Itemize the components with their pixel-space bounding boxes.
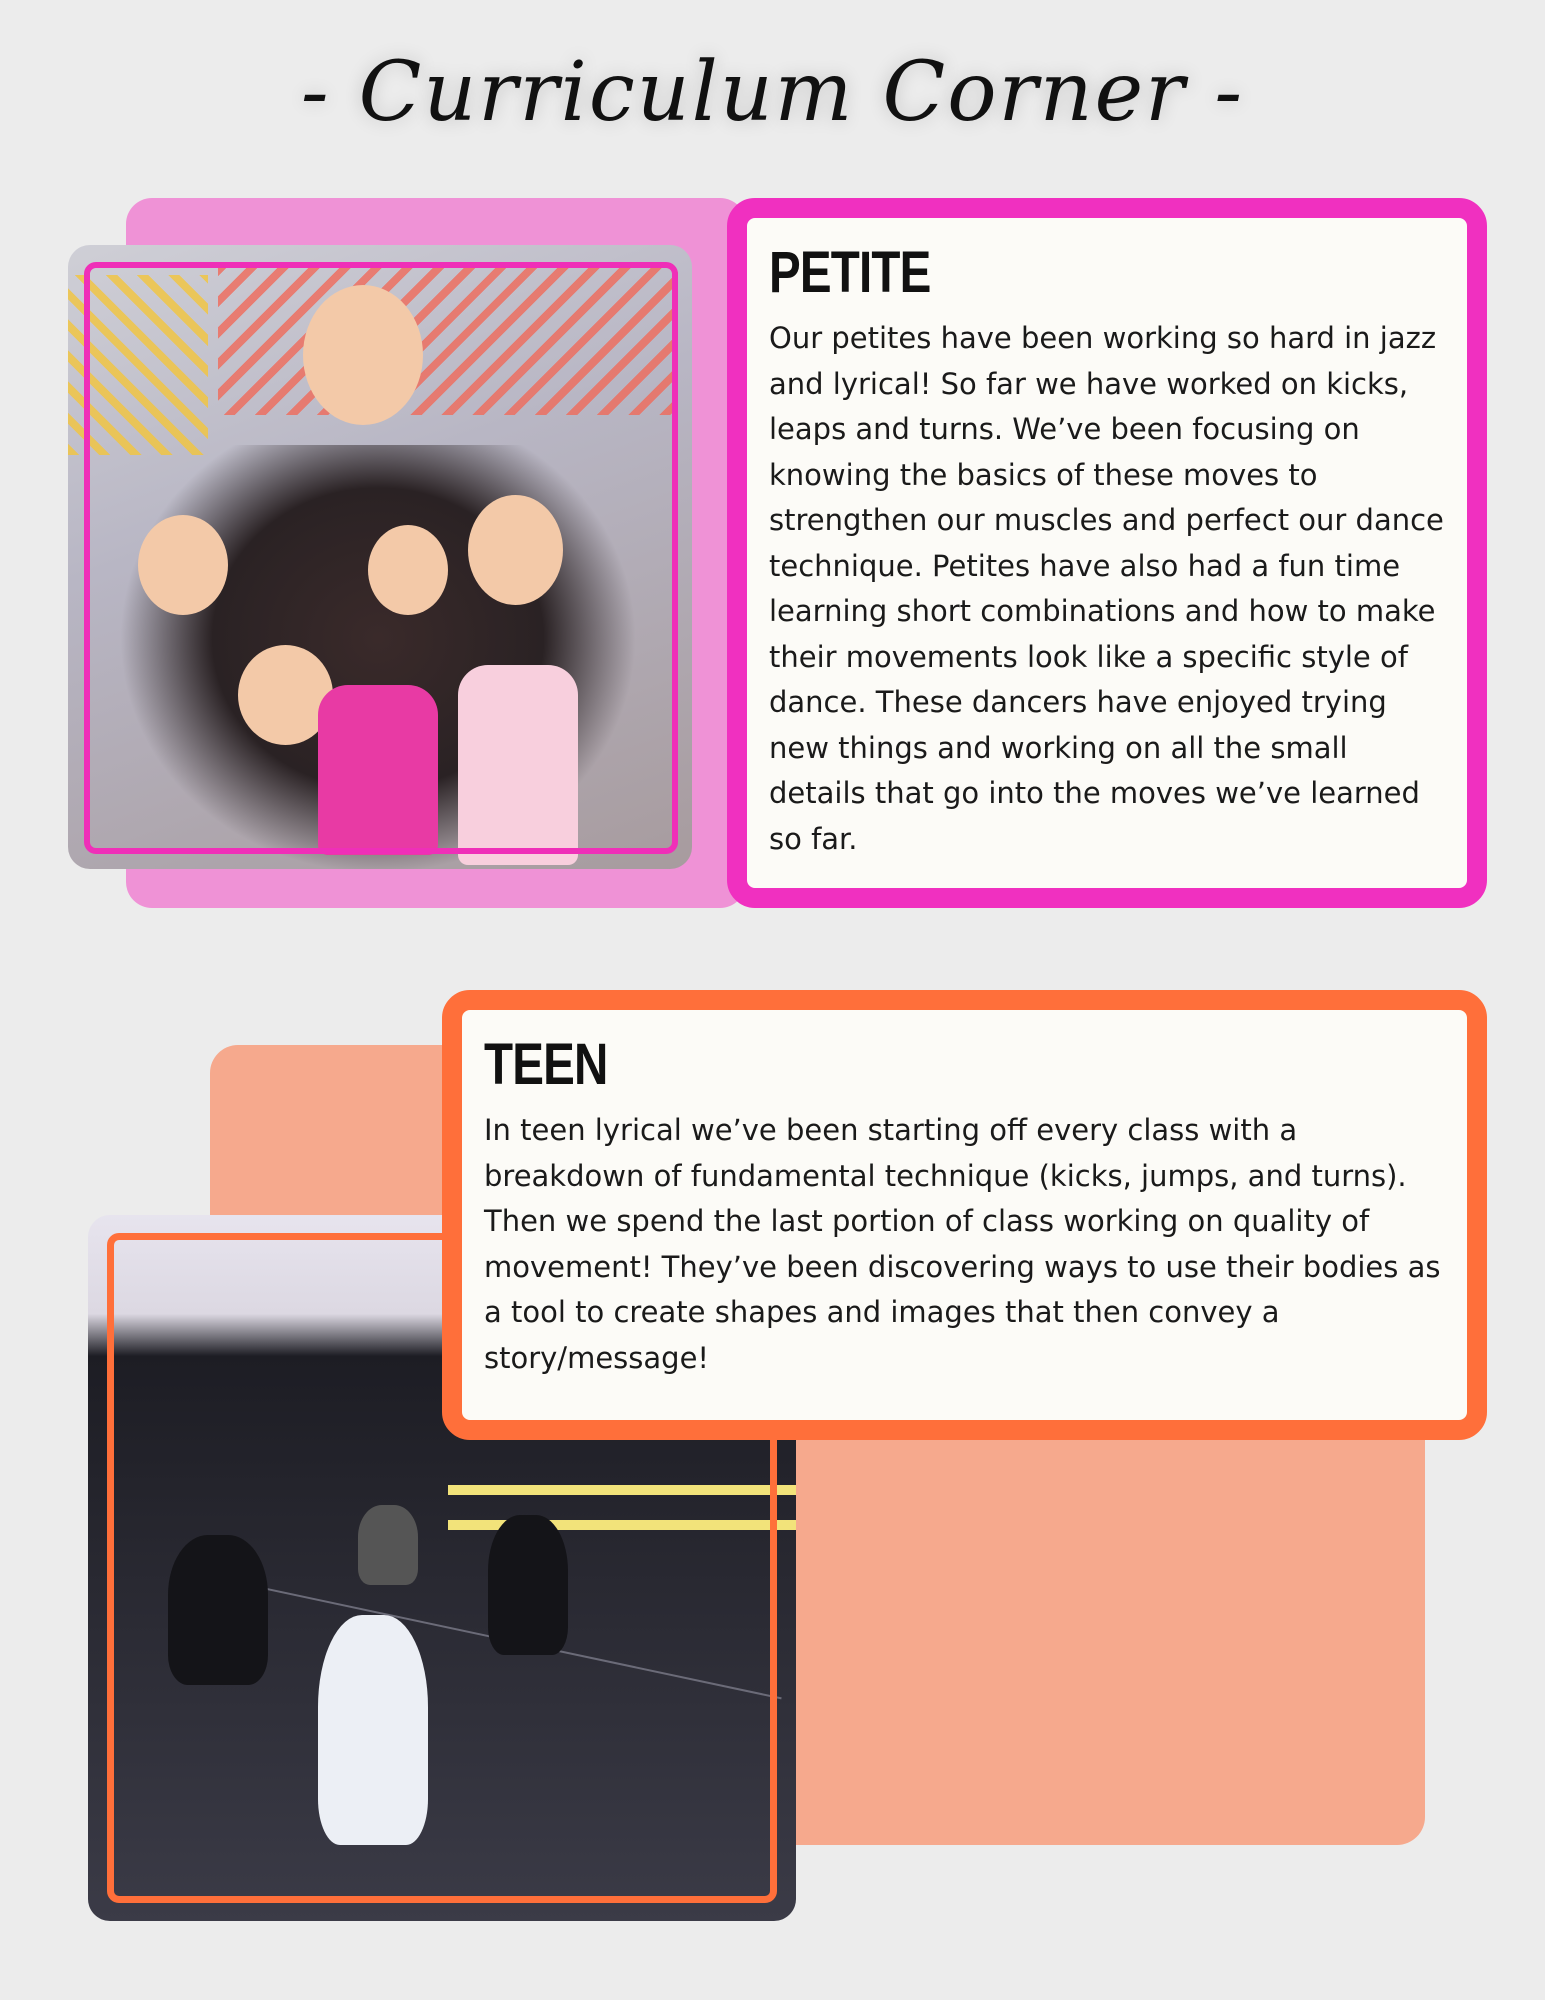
teen-text-card	[442, 990, 1487, 1440]
teen-heading: TEEN	[484, 1032, 608, 1097]
petite-text-card	[727, 198, 1487, 908]
petite-body-text: Our petites have been working so hard in jazz and lyrical! So far we have worked on kicks, leaps and turns. We’ve been focusing on knowing the basics of these moves to strengthen our muscles and perfect our dance technique. Petites have also had a fun time learning short combinations and how to make their movements look like a specific style of dance. These dancers have enjoyed trying new things and working on all the small details that go into the moves we’ve learned so far.	[769, 321, 1444, 856]
page-title: - Curriculum Corner -	[300, 45, 1245, 140]
teen-body-text: In teen lyrical we’ve been starting off every class with a breakdown of fundamental technique (kicks, jumps, and turns). Then we spend the last portion of class working on quality of movement! They’ve been discovering ways to use their bodies as a tool to create shapes and images that then convey a story/message!	[484, 1113, 1441, 1375]
petite-photo-frame	[84, 262, 678, 854]
petite-heading: PETITE	[769, 240, 931, 305]
